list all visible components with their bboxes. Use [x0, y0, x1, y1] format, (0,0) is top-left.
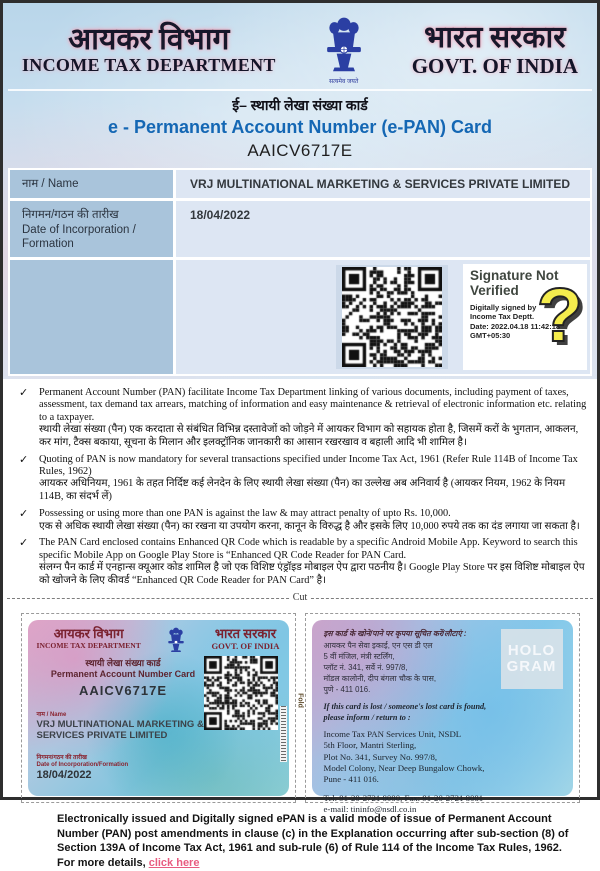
- qr-panel: [336, 265, 448, 369]
- pan-card-cutouts: [3, 605, 597, 814]
- card-front-outline: [21, 613, 296, 803]
- address-english-line: Plot No. 341, Survey No. 997/8,: [323, 751, 438, 762]
- card-front-header: [37, 627, 280, 655]
- check-icon: ✓: [19, 387, 29, 399]
- govt-name-hindi: भारत सरकार: [424, 21, 566, 54]
- footer-disclaimer: [3, 812, 597, 871]
- hologram-text-line1: HOLO: [507, 642, 556, 660]
- note-hindi: स्थायी लेखा संख्या (पैन) एक करदाता से संबंधित विभिन्न दस्तावेजों को जोड़ने में आयकर विभाग को सहायक होता है, जिसमें करों के भुगतान, आकलन, कर मांग, टैक्स बकाया, सूचना के मिलान और इलक्ट्रॉनिक जानकारी का आसान रखरखाव व बहाली आदि भी शामिल है।: [39, 424, 579, 448]
- check-icon: ✓: [19, 508, 29, 521]
- hologram-text-line2: GRAM: [506, 657, 557, 675]
- card-date-label-english: Date of Incorporation/Formation: [36, 761, 129, 768]
- lost-card-notice-hindi: इस कार्ड के खोने/पाने पर कृपया सूचित करें/लौटाएं :: [323, 628, 467, 638]
- card-dept-hindi: आयकर विभाग: [53, 625, 124, 641]
- masthead: [8, 11, 592, 89]
- card-name-line2: SERVICES PRIVATE LIMITED: [36, 730, 168, 742]
- note-hindi: एक से अधिक स्थायी लेखा संख्या (पैन) का रखना या उपयोग करना, कानून के विरुद्ध है और इसके लिए 10,000 रुपये तक का दंड लगाया जा सकता है।: [39, 520, 580, 532]
- address-hindi-line: आयकर पैन सेवा इकाई, एन एस डी एल: [323, 640, 433, 650]
- card-date-label-hindi: निगमन/गठन की तारीख: [36, 754, 87, 761]
- card-govt-english: GOVT. OF INDIA: [211, 641, 280, 652]
- epan-title-english: e - Permanent Account Number (e-PAN) Card: [107, 117, 493, 137]
- note-english: Quoting of PAN is now mandatory for several transactions specified under Income Tax Act, 1961 (Refer Rule 114B of Income Tax Rules, 1962): [39, 453, 578, 478]
- address-english-line: Income Tax PAN Services Unit, NSDL: [323, 728, 462, 739]
- incorporation-date-label: [10, 201, 173, 258]
- address-hindi-line: 5 वीं मंजिल, मंत्री स्टर्लिंग,: [323, 651, 395, 661]
- signature-date-line: Date: 2022.04.18 11:42:18: [470, 321, 561, 331]
- card-qr-code: [204, 656, 278, 730]
- footer-text: Electronically issued and Digitally signed ePAN is a valid mode of issue of Permanent Account Number (PAN) post amendments in clause (c) in the Explanation occurring after sub-section (8) of Section 139A of Income Tax Act, 1961 and sub-rule (6) of Rule 114 of the Income Tax Rules, 1962. For more details,: [57, 812, 569, 870]
- fold-label: Fold: [296, 692, 304, 708]
- document-title-block: [8, 89, 592, 161]
- card-name-block: [37, 712, 227, 742]
- incorporation-date-label-english: Date of Incorporation / Formation: [22, 223, 136, 251]
- card-date-value: 18/04/2022: [36, 769, 92, 782]
- address-english-line: Model Colony, Near Deep Bungalow Chowk,: [323, 763, 485, 773]
- check-icon: ✓: [19, 453, 29, 466]
- note-item: [17, 537, 587, 587]
- govt-of-india-block: [412, 21, 578, 79]
- card-title-english: Permanent Account Number Card: [50, 668, 196, 679]
- signed-by-line: Digitally signed by: [470, 302, 537, 312]
- check-icon: ✓: [19, 537, 29, 550]
- enhanced-qr-code: [342, 267, 442, 367]
- ashoka-emblem-icon: [166, 627, 186, 655]
- card-title-block: [37, 656, 210, 698]
- card-pan-number: AAICV6717E: [78, 682, 168, 698]
- dept-name-english: INCOME TAX DEPARTMENT: [22, 55, 276, 76]
- email-line: e-mail: tininfo@nsdl.co.in: [323, 803, 417, 814]
- card-dept-block: [37, 627, 141, 650]
- cut-separator: [3, 592, 597, 605]
- address-english-line: Pune - 411 016.: [323, 774, 379, 785]
- cut-label: Cut: [290, 592, 310, 603]
- card-name-label: नाम / Name: [36, 711, 67, 718]
- note-hindi: आयकर अधिनियम, 1961 के तहत निर्दिष्ट कई लेनदेन के लिए स्थायी लेखा संख्या (पैन) का उल्लेख अब अनिवार्य है (आयकर नियम, 1962 के नियम 114B, का संदर्भ लें): [39, 478, 566, 503]
- emblem-motto: सत्यमेव जयते: [329, 78, 359, 85]
- name-label: नाम / Name: [10, 170, 173, 198]
- qr-signature-row: [176, 260, 590, 374]
- digital-signature-box: [463, 264, 587, 370]
- epan-title-hindi: ई– स्थायी लेखा संख्या कार्ड: [232, 97, 368, 113]
- click-here-link[interactable]: click here: [148, 857, 200, 870]
- address-english: [324, 729, 561, 786]
- card-govt-hindi: भारत सरकार: [214, 625, 277, 641]
- income-tax-dept-block: [22, 24, 276, 77]
- pan-number: AAICV6717E: [247, 141, 353, 160]
- note-english: Permanent Account Number (PAN) facilitate Income Tax Department linking of various documents, including payment of taxes, assessment, tax demand tax arrears, matching of information and easy maintenance & retrieval of electronic information etc. relating to a taxpayer.: [39, 387, 587, 423]
- incorporation-date-label-hindi: निगमन/गठन की तारीख: [22, 208, 119, 221]
- telephone-line: Tel: 91-20-2721 8080, Fax: 91-20-2721 8081: [323, 792, 484, 803]
- signer-name-line: Income Tax Deptt.: [470, 312, 535, 322]
- card-title-hindi: स्थायी लेखा संख्या कार्ड: [85, 657, 161, 668]
- pan-card-back: [312, 620, 573, 814]
- incorporation-date-value: 18/04/2022: [176, 201, 590, 258]
- notes-section: [3, 379, 597, 588]
- note-item: [17, 508, 587, 533]
- card-govt-block: [211, 627, 279, 651]
- card-dept-english: INCOME TAX DEPARTMENT: [36, 641, 141, 651]
- name-value: VRJ MULTINATIONAL MARKETING & SERVICES PRIVATE LIMITED: [176, 170, 590, 198]
- card-qr-panel: [204, 656, 278, 735]
- card-back-outline: [305, 613, 580, 814]
- address-english-line: 5th Floor, Mantri Sterling,: [323, 740, 417, 751]
- dept-name-hindi: आयकर विभाग: [68, 22, 230, 56]
- address-hindi-line: पुणे - 411 016.: [323, 684, 371, 694]
- vertical-microtext-strip: [280, 706, 287, 762]
- note-item: [17, 387, 587, 450]
- govt-name-english: GOVT. OF INDIA: [411, 54, 578, 78]
- header-section: [3, 3, 597, 379]
- qr-row-empty-label: [10, 260, 173, 374]
- question-mark-icon: ?: [536, 273, 583, 359]
- note-english: Possessing or using more than one PAN is against the law & may attract penalty of upto Rs. 10,000.: [39, 508, 451, 520]
- note-hindi: संलग्न पैन कार्ड में एनहान्स क्यूआर कोड शामिल है जो एक विशिष्ट एंड्रॉइड मोबाइल ऐप द्वारा पठनीय है। Google Play Store पर इस विशिष्ट मोबाइल ऐप को खोजने के लिए कीवर्ड “Enhanced QR Code Reader for PAN Card” है।: [39, 562, 585, 586]
- note-english: The PAN Card enclosed contains Enhanced QR Code which is readable by a specific Android Mobile App. Keyword to search this specific Mobile App on Google Play Store is “Enhanced QR Code Reader for PAN Card.: [39, 537, 578, 561]
- hologram-placeholder: [501, 629, 563, 689]
- card-date-block: [37, 755, 280, 781]
- lost-card-notice-english: If this card is lost / someone's lost card is found, please inform / return to :: [323, 702, 487, 723]
- details-table: [8, 168, 592, 376]
- note-item: [17, 454, 587, 504]
- national-emblem: [322, 16, 366, 85]
- address-hindi-line: प्लॉट नं. 341, सर्वे नं. 997/8,: [323, 662, 408, 672]
- signature-status: Signature Not Verified: [470, 268, 559, 298]
- signature-timezone-line: GMT+05:30: [470, 330, 511, 340]
- address-hindi-line: मॉडल कालोनी, दीप बंगला चौक के पास,: [323, 673, 437, 683]
- pan-card-front: [28, 620, 289, 796]
- card-name-line1: VRJ MULTINATIONAL MARKETING &: [36, 718, 204, 730]
- ashoka-emblem-icon: [322, 16, 366, 78]
